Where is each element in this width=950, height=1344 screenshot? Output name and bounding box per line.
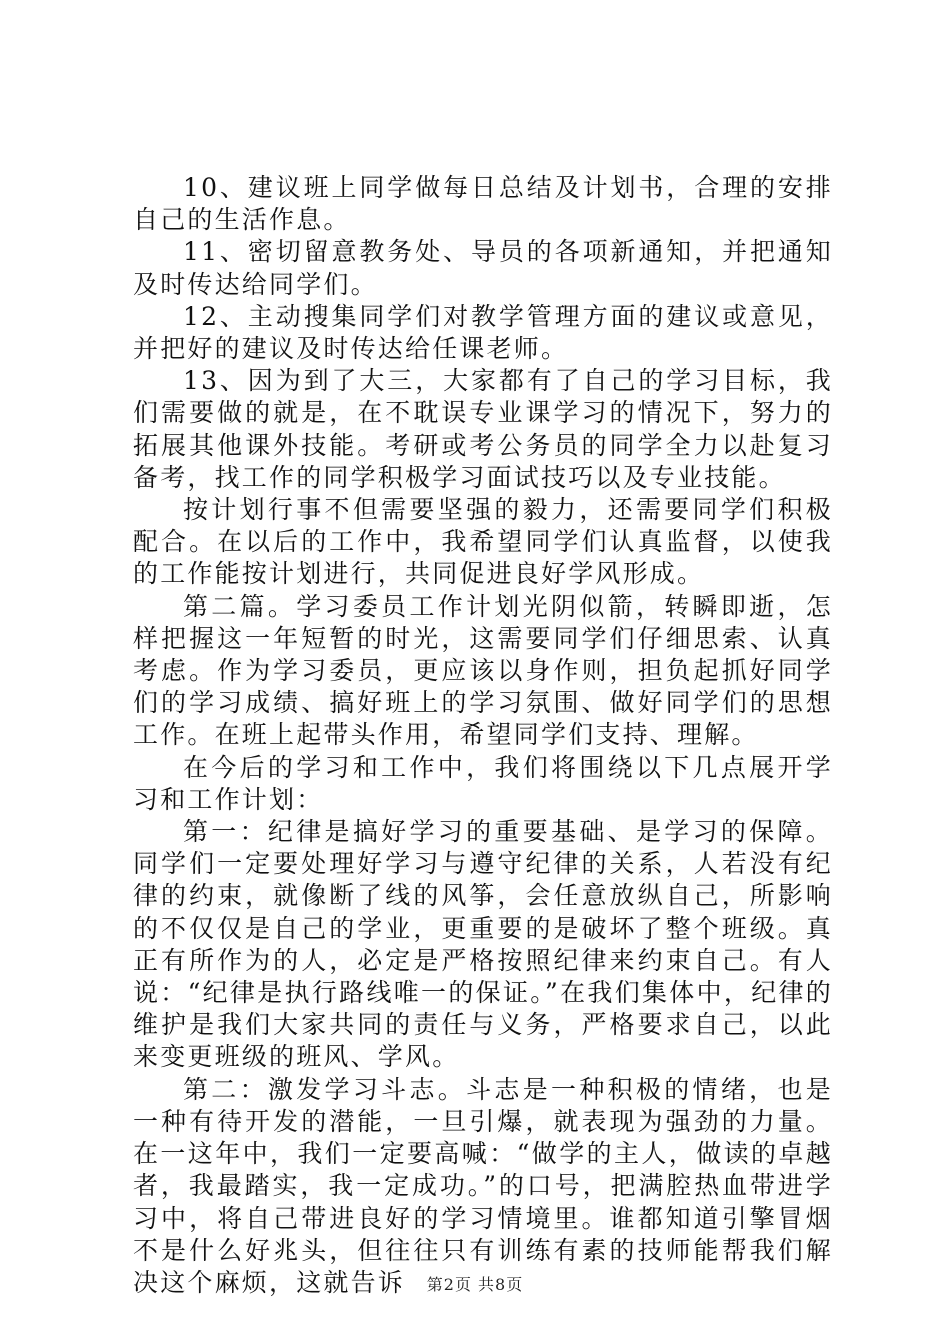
paragraph-point-one: 第一：纪律是搞好学习的重要基础、是学习的保障。同学们一定要处理好学习与遵守纪律的关系，人若没有纪律的约束，就像断了线的风筝，会任意放纵自己，所影响的不仅仅是自己的学业，更重要的是破坏了整个班级。真正有所作为的人，必定是严格按照纪律来约束自己。有人说：“纪律是执行路线唯一的保证。”在我们集体中，纪律的维护是我们大家共同的责任与义务，严格要求自己，以此来变更班级的班风、学风。 bbox=[133, 817, 833, 1072]
paragraph-12: 12、主动搜集同学们对教学管理方面的建议或意见，并把好的建议及时传达给任课老师。 bbox=[133, 301, 833, 364]
paragraph-intro-points: 在今后的学习和工作中，我们将围绕以下几点展开学习和工作计划： bbox=[133, 752, 833, 814]
document-body bbox=[133, 172, 833, 1299]
paragraph-13: 13、因为到了大三，大家都有了自己的学习目标，我们需要做的就是，在不耽误专业课学习的情况下，努力的拓展其他课外技能。考研或考公务员的同学全力以赴复习备考，找工作的同学积极学习面试技巧以及专业技能。 bbox=[133, 366, 833, 492]
paragraph-10: 10、建议班上同学做每日总结及计划书，合理的安排自己的生活作息。 bbox=[133, 173, 833, 235]
paragraph-11: 11、密切留意教务处、导员的各项新通知，并把通知及时传达给同学们。 bbox=[133, 237, 833, 299]
page-number-footer: 第2页 共8页 bbox=[426, 1275, 524, 1294]
paragraph-plan-summary: 按计划行事不但需要坚强的毅力，还需要同学们积极配合。在以后的工作中，我希望同学们认真监督，以使我的工作能按计划进行，共同促进良好学风形成。 bbox=[133, 495, 833, 589]
paragraph-point-two: 第二：激发学习斗志。斗志是一种积极的情绪，也是一种有待开发的潜能，一旦引爆，就表现为强劲的力量。在一这年中，我们一定要高喊：“做学的主人，做读的卓越者，我最踏实，我一定成功。”的口号，把满腔热血带进学习中，将自己带进良好的学习情境里。谁都知道引擎冒烟不是什么好兆头，但往往只有训练有素的技师能帮我们解决这个麻烦，这就告诉 bbox=[133, 1074, 833, 1297]
paragraph-second-article: 第二篇。学习委员工作计划光阴似箭，转瞬即逝，怎样把握这一年短暂的时光，这需要同学们仔细思索、认真考虑。作为学习委员，更应该以身作则，担负起抓好同学们的学习成绩、搞好班上的学习氛围、做好同学们的思想工作。在班上起带头作用，希望同学们支持、理解。 bbox=[133, 591, 833, 750]
